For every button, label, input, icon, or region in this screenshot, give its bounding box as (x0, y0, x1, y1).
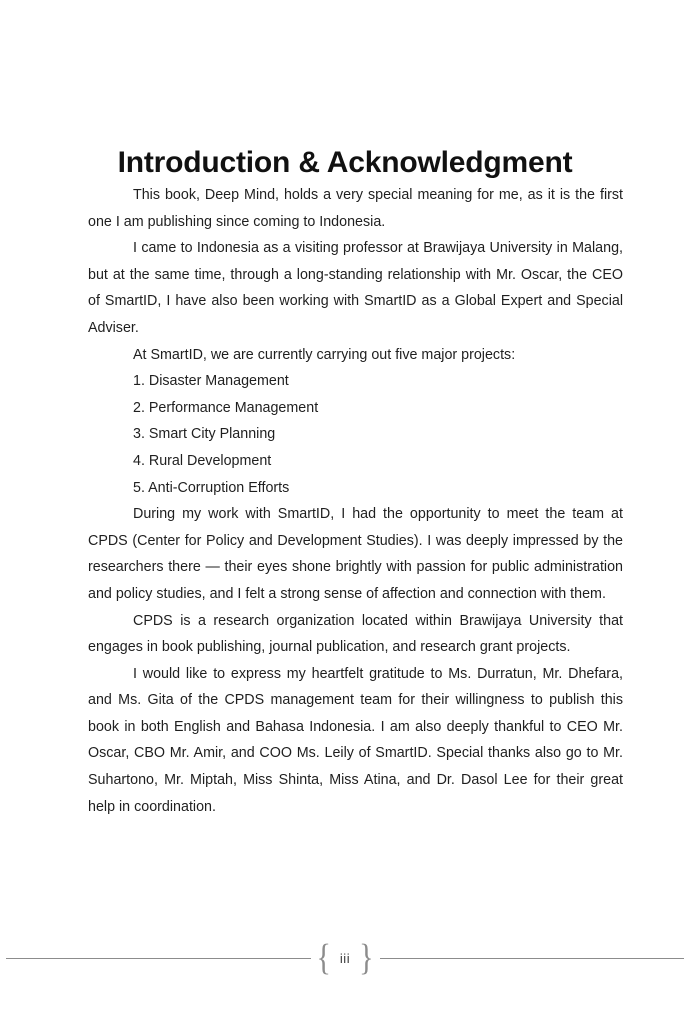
page-number: iii (339, 950, 351, 966)
document-body (88, 182, 623, 820)
paragraph-gratitude: I would like to express my heartfelt gratitude to Ms. Durratun, Mr. Dhefara, and Ms. Gita of the CPDS management team for their willingness to publish this book in both English and Bahasa Indonesia. I am also deeply thankful to CEO Mr. Oscar, CBO Mr. Amir, and COO Ms. Leily of SmartID. Special thanks also go to Mr. Suhartono, Mr. Miptah, Miss Shinta, Miss Atina, and Dr. Dasol Lee for their great help in coordination. (88, 665, 623, 815)
list-item: 5. Anti-Corruption Efforts (133, 479, 290, 496)
brace-left-icon: { (316, 936, 331, 978)
paragraph-cpds-meeting: During my work with SmartID, I had the opportunity to meet the team at CPDS (Center for Policy and Development Studies). I was deeply impressed by the researchers there — their eyes shone brightly with passion for public administration and policy studies, and I felt a strong sense of affection and connection with them. (88, 506, 623, 602)
page-footer (0, 938, 690, 978)
list-item: 3. Smart City Planning (133, 426, 276, 443)
paragraph-cpds-description: CPDS is a research organization located within Brawijaya University that engages in book publishing, journal publication, and research grant projects. (88, 612, 623, 656)
brace-right-icon: } (359, 936, 374, 978)
project-list (88, 368, 623, 501)
footer-rule-left (6, 958, 311, 959)
footer-rule-right (380, 958, 685, 959)
page-title: Introduction & Acknowledgment (117, 146, 573, 180)
footer-page-number-group (311, 936, 380, 978)
paragraph-projects-lead: At SmartID, we are currently carrying out five major projects: (133, 346, 516, 363)
paragraph-arrival: I came to Indonesia as a visiting professor at Brawijaya University in Malang, but at the same time, through a long-standing relationship with Mr. Oscar, the CEO of SmartID, I have also been working with SmartID as a Global Expert and Special Adviser. (88, 240, 623, 336)
list-item: 2. Performance Management (133, 399, 319, 416)
list-item: 1. Disaster Management (133, 373, 289, 390)
paragraph-intro: This book, Deep Mind, holds a very special meaning for me, as it is the first one I am publishing since coming to Indonesia. (88, 187, 623, 230)
list-item: 4. Rural Development (133, 452, 272, 469)
